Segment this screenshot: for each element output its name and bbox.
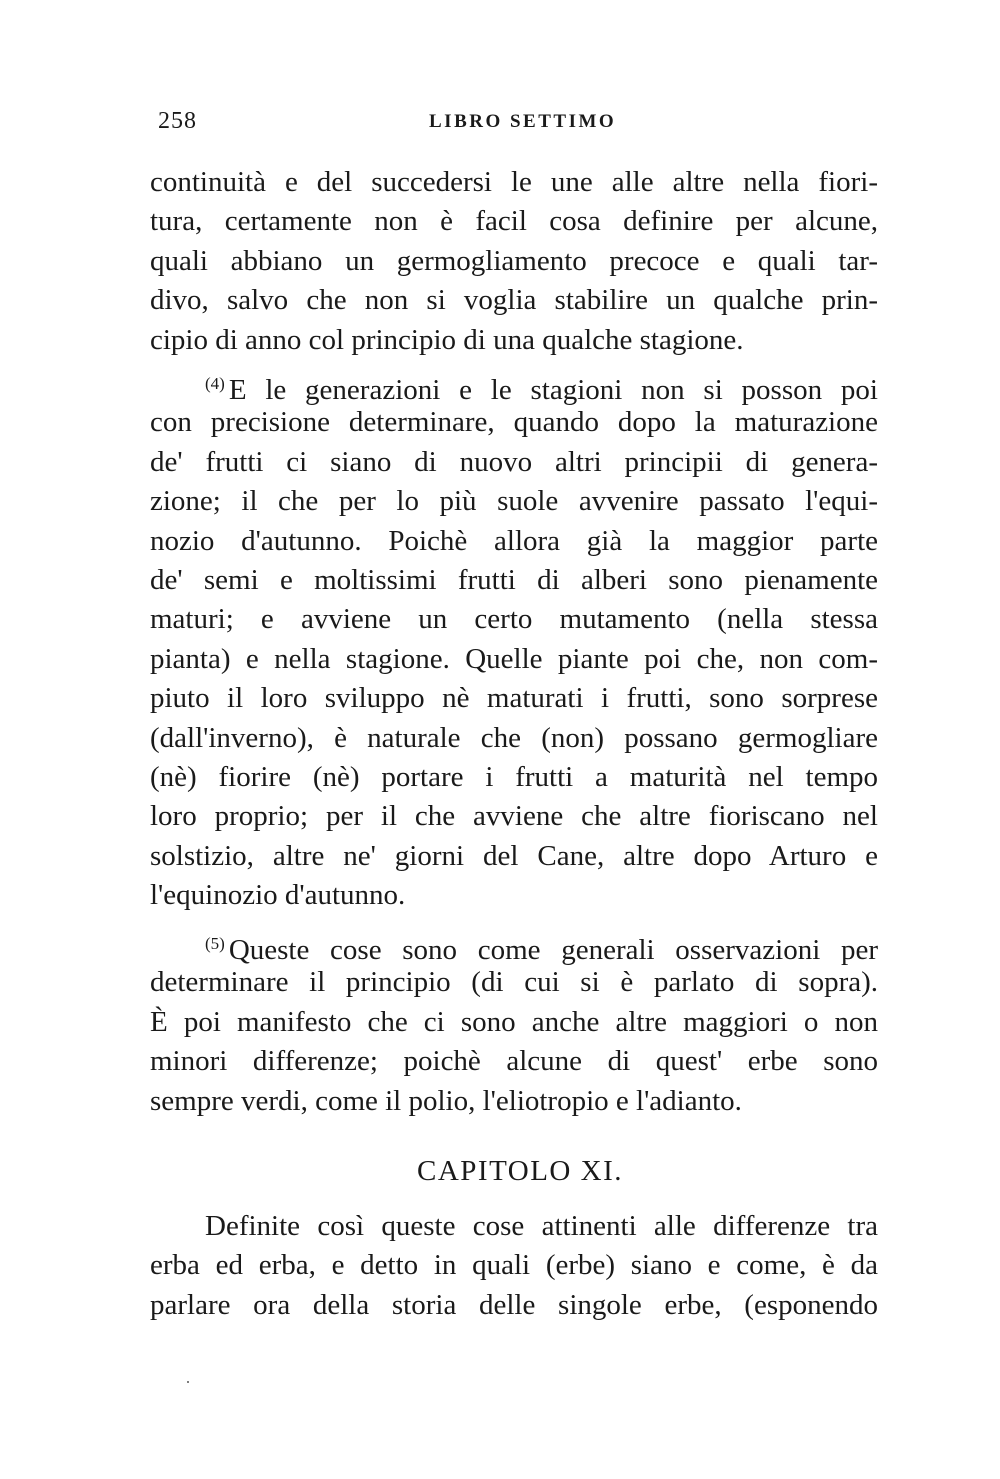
paragraph-chapter-opening bbox=[150, 1207, 878, 1325]
text-line: erba ed erba, e detto in quali (erbe) siano e come, è da bbox=[150, 1249, 878, 1282]
text-line: loro proprio; per il che avviene che altre fioriscano nel bbox=[150, 800, 878, 833]
text-line: tura, certamente non è facil cosa definire per alcune, bbox=[150, 205, 878, 238]
section-marker: (4) bbox=[205, 374, 225, 393]
section-marker: (5) bbox=[205, 934, 225, 953]
text-line: (dall'inverno), è naturale che (non) possano germogliare bbox=[150, 721, 878, 754]
text-line: zione; il che per lo più suole avvenire passato l'equi- bbox=[150, 485, 878, 518]
text-line bbox=[150, 924, 878, 966]
text-line: (nè) fiorire (nè) portare i frutti a maturità nel tempo bbox=[150, 760, 878, 793]
text-line: nozio d'autunno. Poichè allora già la maggior parte bbox=[150, 524, 878, 557]
running-title: LIBRO SETTIMO bbox=[429, 111, 617, 132]
text-line: continuità e del succedersi le une alle altre nella fiori- bbox=[150, 166, 878, 198]
page-number: 258 bbox=[158, 108, 197, 134]
text-line-content: Queste cose sono come generali osservazioni per bbox=[228, 934, 878, 966]
text-line: sempre verdi, come il polio, l'eliotropio e l'adianto. bbox=[150, 1084, 742, 1117]
paragraph-continuation bbox=[150, 163, 878, 360]
text-line: de' semi e moltissimi frutti di alberi sono pienamente bbox=[150, 563, 878, 596]
text-line: solstizio, altre ne' giorni del Cane, altre dopo Arturo e bbox=[150, 839, 878, 872]
text-line: quali abbiano un germogliamento precoce e quali tar- bbox=[150, 244, 878, 277]
text-line: minori differenze; poichè alcune di quest' erbe sono bbox=[150, 1045, 878, 1078]
paragraph-section-4 bbox=[150, 364, 878, 915]
text-line bbox=[150, 364, 878, 406]
ink-speck bbox=[187, 1381, 189, 1383]
text-line: con precisione determinare, quando dopo la maturazione bbox=[150, 406, 878, 439]
text-line: de' frutti ci siano di nuovo altri principii di genera- bbox=[150, 445, 878, 478]
text-line: parlare ora della storia delle singole erbe, (esponendo bbox=[150, 1288, 878, 1321]
text-line-content: E le generazioni e le stagioni non si posson poi bbox=[228, 374, 878, 406]
text-line: È poi manifesto che ci sono anche altre maggiori o non bbox=[150, 1005, 878, 1038]
text-line: determinare il principio (di cui si è parlato di sopra). bbox=[150, 966, 878, 999]
running-head bbox=[158, 108, 878, 138]
text-line: l'equinozio d'autunno. bbox=[150, 879, 406, 912]
text-line: maturi; e avviene un certo mutamento (nella stessa bbox=[150, 603, 878, 636]
text-line: Definite così queste cose attinenti alle differenze tra bbox=[205, 1210, 878, 1242]
text-line: pianta) e nella stagione. Quelle piante poi che, non com- bbox=[150, 642, 878, 675]
paragraph-section-5 bbox=[150, 924, 878, 1121]
text-line: piuto il loro sviluppo nè maturati i frutti, sono sorprese bbox=[150, 682, 878, 715]
text-line: divo, salvo che non si voglia stabilire un qualche prin- bbox=[150, 284, 878, 317]
text-line: cipio di anno col principio di una qualche stagione. bbox=[150, 323, 744, 356]
chapter-heading: CAPITOLO XI. bbox=[417, 1155, 623, 1187]
